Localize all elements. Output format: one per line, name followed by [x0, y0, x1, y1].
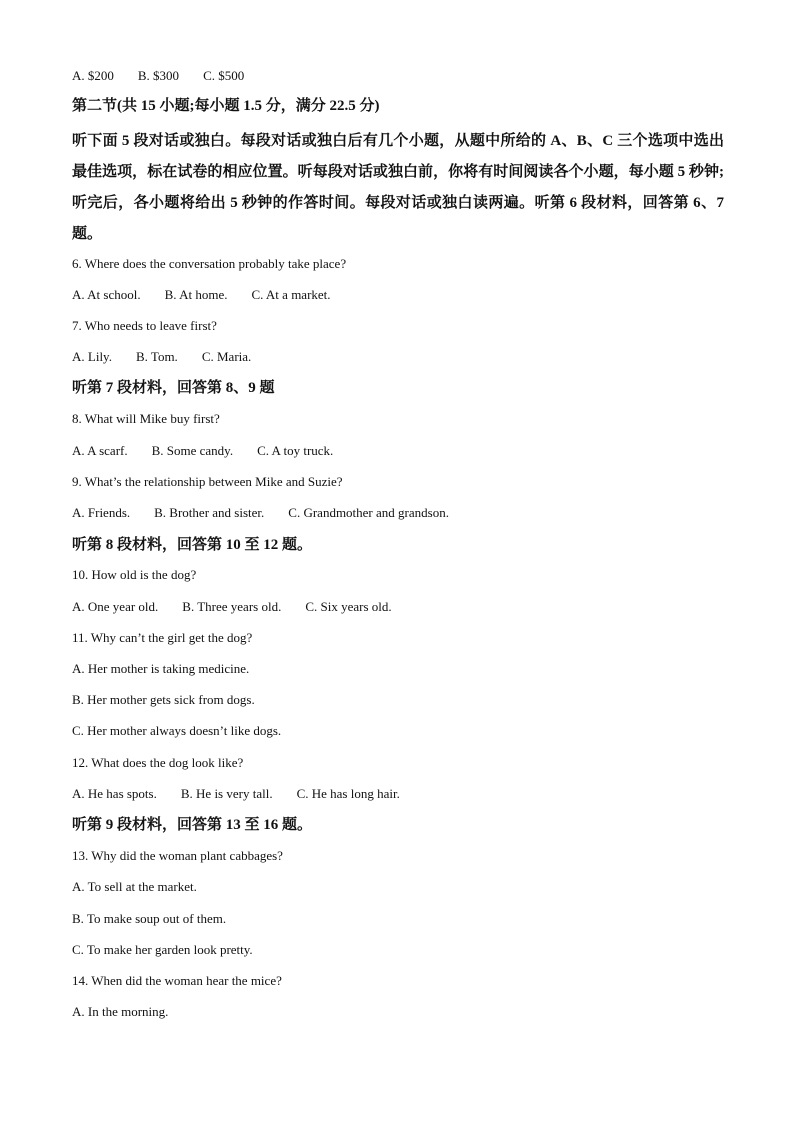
- q6-question: 6. Where does the conversation probably take place?: [72, 256, 347, 271]
- part7-heading: 听第 7 段材料，回答第 8、9 题: [72, 380, 275, 396]
- q10-question: 10. How old is the dog?: [72, 567, 197, 582]
- option-a: A. A scarf.: [72, 443, 128, 458]
- option-c: C. At a market.: [251, 287, 331, 302]
- option-b: B. Three years old.: [182, 599, 282, 614]
- option-a: A. One year old.: [72, 599, 159, 614]
- q13-question: 13. Why did the woman plant cabbages?: [72, 848, 283, 863]
- q11-question: 11. Why can’t the girl get the dog?: [72, 630, 253, 645]
- q7-question: 7. Who needs to leave first?: [72, 318, 217, 333]
- option-b: B. He is very tall.: [180, 786, 273, 801]
- option-c: C. $500: [203, 68, 245, 83]
- q12-question: 12. What does the dog look like?: [72, 755, 244, 770]
- part9-heading: 听第 9 段材料，回答第 13 至 16 题。: [72, 817, 313, 833]
- option-c: C. Six years old.: [305, 599, 392, 614]
- option-b: B. $300: [137, 68, 180, 83]
- part8-heading: 听第 8 段材料，回答第 10 至 12 题。: [72, 537, 313, 553]
- q14-option-a: A. In the morning.: [72, 1004, 169, 1019]
- q5-options: [72, 68, 244, 84]
- q13-option-a: A. To sell at the market.: [72, 879, 197, 894]
- q13-option-c: C. To make her garden look pretty.: [72, 942, 253, 957]
- option-a: A. Friends.: [72, 505, 131, 520]
- option-b: B. Tom.: [135, 349, 178, 364]
- option-b: B. At home.: [164, 287, 228, 302]
- option-c: C. Grandmother and grandson.: [288, 505, 449, 520]
- option-a: A. Lily.: [72, 349, 112, 364]
- option-a: A. $200: [72, 68, 114, 83]
- option-c: C. A toy truck.: [257, 443, 334, 458]
- q13-option-b: B. To make soup out of them.: [72, 911, 227, 926]
- q9-options: [72, 505, 449, 521]
- q11-option-c: C. Her mother always doesn’t like dogs.: [72, 723, 282, 738]
- option-a: A. At school.: [72, 287, 141, 302]
- q10-options: [72, 599, 392, 615]
- q8-question: 8. What will Mike buy first?: [72, 411, 220, 426]
- section2-instructions: 听下面 5 段对话或独白。每段对话或独白后有几个小题，从题中所给的 A、B、C 三个选项中选出最佳选项，标在试卷的相应位置。听每段对话或独白前，你将有时间阅读各个小题，每小题 5 秒钟;听完后，各小题将给出 5 秒钟的作答时间。每段对话或独白读两遍。听第 6 段材料，回答第 6、7 题。: [72, 133, 724, 242]
- option-a: A. He has spots.: [72, 786, 157, 801]
- option-c: C. He has long hair.: [296, 786, 400, 801]
- q9-question: 9. What’s the relationship between Mike and Suzie?: [72, 474, 343, 489]
- option-c: C. Maria.: [201, 349, 252, 364]
- q7-options: [72, 349, 251, 365]
- q6-options: [72, 287, 331, 303]
- q12-options: [72, 786, 400, 802]
- section2-heading: 第二节(共 15 小题;每小题 1.5 分，满分 22.5 分): [72, 98, 380, 114]
- q14-question: 14. When did the woman hear the mice?: [72, 973, 282, 988]
- option-b: B. Brother and sister.: [154, 505, 265, 520]
- q11-option-a: A. Her mother is taking medicine.: [72, 661, 250, 676]
- option-b: B. Some candy.: [151, 443, 234, 458]
- q8-options: [72, 443, 333, 459]
- q11-option-b: B. Her mother gets sick from dogs.: [72, 692, 255, 707]
